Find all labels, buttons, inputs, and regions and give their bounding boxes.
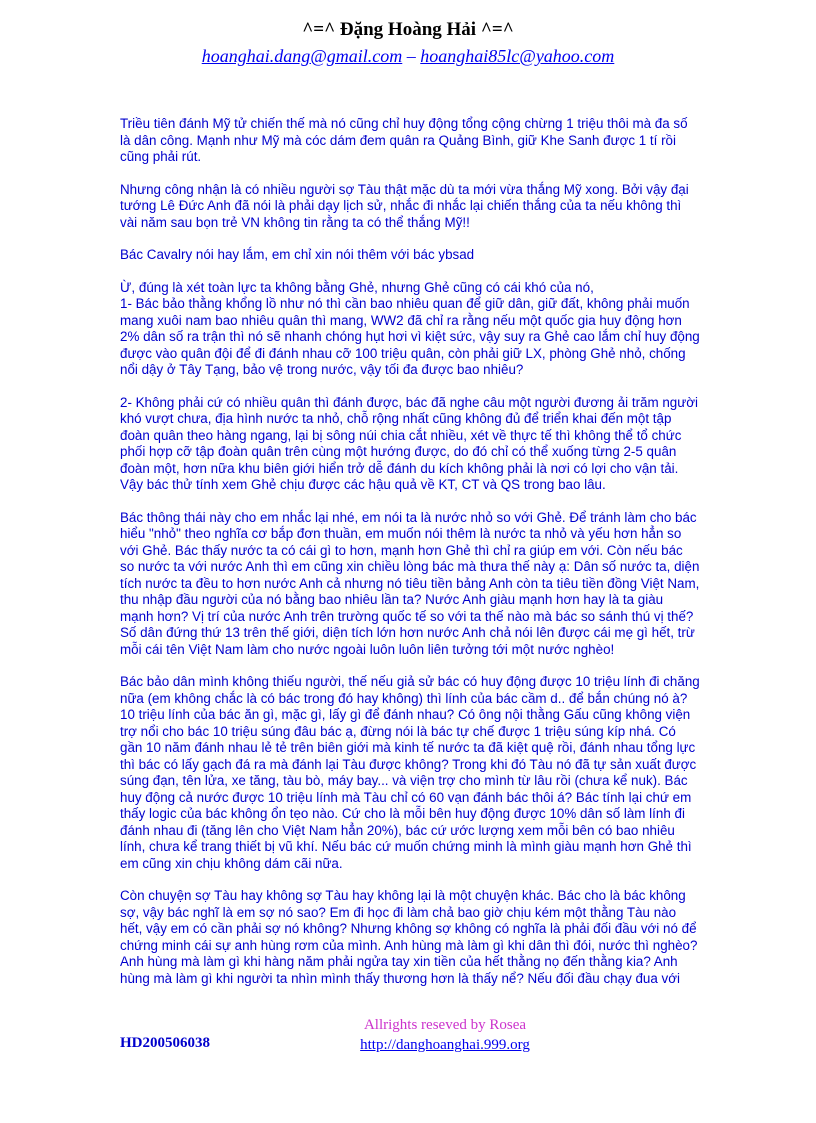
document-id: HD200506038 <box>120 1035 210 1051</box>
paragraph-8: Còn chuyện sợ Tàu hay không sợ Tàu hay không lại là một chuyện khác. Bác cho là bác không sợ, vậy bác nghĩ là em sợ nó sao? Em đi học đi làm chả bao giờ chịu kém một thằng Tàu nào hết, vậy em có cần phải sợ nó không? Nhưng không sợ không có nghĩa là phải đối đầu với nó để chứng minh cái sự anh hùng rơm của mình. Anh hùng mà làm gì khi dân thì đói, nước thì nghèo? Anh hùng mà làm gì khi hàng năm phải ngửa tay xin tiền của hết thằng nọ đến thằng kia? Anh hùng mà làm gì khi người ta nhìn mình thấy thương hơn là thấy nể? Nếu đối đầu chạy đua với <box>120 888 698 986</box>
email-separator: – <box>402 46 421 66</box>
paragraph-3: Bác Cavalry nói hay lắm, em chỉ xin nói thêm với bác ybsad <box>120 247 475 262</box>
paragraph-7: Bác bảo dân mình không thiếu người, thế nếu giả sử bác có huy động được 10 triệu lính đi chăng nữa (em không chắc là có bác trong đó hay không) thì lính của bác cầm d.. để bắn chúng nó à? 10 triệu lính của bác ăn gì, mặc gì, lấy gì để đánh nhau? Có ông nội thằng Gấu cũng không viện trợ nổi cho bác 10 triệu súng đâu bác ạ, đừng nói là bác tự chế được 1 triệu súng kíp nhá. Có gần 10 năm đánh nhau lẻ tẻ trên biên giới mà kinh tế nước ta đã kiệt quệ rồi, đánh nhau tổng lực thì bác có lấy gạch đá ra mà đánh lại Tàu được không? Trong khi đó Tàu nó đã tự sản xuất được súng đạn, tên lửa, xe tăng, tàu bò, máy bay... và viện trợ cho mình từ lâu rồi (chưa kể nuk). Bác huy động cả nước được 10 triệu lính mà Tàu chỉ có 60 vạn đánh bác thôi á? Bác tính lại chứ em thấy logic của bác không ổn tẹo nào. Cứ cho là mỗi bên huy động được 10% dân số làm lính đi đánh nhau đi (tăng lên cho Việt Nam hẳn 20%), bác cứ ước lượng xem mỗi bên có bao nhiêu lính, chưa kể trang thiết bị vũ khí. Nếu bác cứ muốn chứng minh là mình giàu mạnh hơn Ghẻ thì em cũng xin chịu không dám cãi nữa. <box>120 674 700 871</box>
email-link-yahoo[interactable]: hoanghai85lc@yahoo.com <box>420 46 615 66</box>
document-header <box>0 18 816 68</box>
paragraph-4: Ừ, đúng là xét toàn lực ta không bằng Ghẻ, nhưng Ghẻ cũng có cái khó của nó, 1- Bác bảo thằng khổng lồ như nó thì cần bao nhiêu quan để giữ dân, giữ đất, không phải muốn mang xuôi nam bao nhiêu quân thì mang, WW2 đã chỉ ra rằng nếu một quốc gia huy động hơn 2% dân số ra trận thì nó sẽ nhanh chóng hụt hơi vì kiệt sức, vậy suy ra Ghẻ cao lắm chỉ huy động được vào quân đội để đi đánh nhau cỡ 100 triệu quân, còn phải giữ LX, phòng Ghẻ nhỏ, chống nổi dậy ở Tây Tạng, bảo vệ trong nước, vậy tối đa được bao nhiêu? <box>120 279 700 377</box>
paragraph-1: Triều tiên đánh Mỹ tử chiến thế mà nó cũng chỉ huy động tổng cộng chừng 1 triệu thôi mà đa số là dân công. Mạnh như Mỹ mà cóc dám đem quân ra Quảng Bình, giữ Khe Sanh được 1 tí rồi cũng phải rút. <box>120 116 688 164</box>
document-body <box>120 116 700 1003</box>
copyright-notice: Allrights reseved by Rosea <box>363 1017 527 1033</box>
author-emails <box>0 44 816 68</box>
email-link-gmail[interactable]: hoanghai.dang@gmail.com <box>201 46 403 66</box>
author-title: ^=^ Đặng Hoàng Hải ^=^ <box>302 19 514 40</box>
website-link[interactable]: http://danghoanghai.999.org <box>360 1037 530 1053</box>
footer-credits <box>300 1015 590 1055</box>
paragraph-2: Nhưng công nhận là có nhiều người sợ Tàu thật mặc dù ta mới vừa thắng Mỹ xong. Bởi vậy đại tướng Lê Đức Anh đã nói là phải dạy lịch sử, nhắc đi nhắc lại chiến thắng của ta nếu không thì vài năm sau bọn trẻ VN không tin rằng ta có thể thắng Mỹ!! <box>120 181 689 230</box>
paragraph-6: Bác thông thái này cho em nhắc lại nhé, em nói ta là nước nhỏ so với Ghẻ. Để tránh làm cho bác hiểu "nhỏ" theo nghĩa cơ bắp đơn thuần, em muốn nói thêm là nước ta nhỏ và yếu hơn hẳn so với Ghẻ. Bác thấy nước ta có cái gì to hơn, mạnh hơn Ghẻ thì chỉ ra giúp em với. Còn nếu bác so nước ta với nước Anh thì em cũng xin chiều lòng bác mà thưa thế này ạ: Dân số nước ta, diện tích nước ta đều to hơn nước Anh cả nhưng nó tiêu tiền bảng Anh còn ta tiêu tiền đồng Việt Nam, thu nhập đầu người của nó bằng bao nhiêu lần ta? Nước Anh giàu mạnh hơn hay là ta giàu mạnh hơn? Vị trí của nước Anh trên trường quốc tế so với ta thế nào mà bác so sánh thú vị thế? Số dân đứng thứ 13 trên thế giới, diện tích lớn hơn nước Anh chả nói lên được cái mẹ gì hết, trừ mỗi cái tên Việt Nam làm cho nước ngoài luôn luôn liên tưởng tới một nước nghèo! <box>120 509 700 657</box>
paragraph-5: 2- Không phải cứ có nhiều quân thì đánh được, bác đã nghe câu một người đương ải trăm người khó vượt chưa, địa hình nước ta nhỏ, chỗ rộng nhất cũng không đủ để triển khai đến một tập đoàn quân theo hàng ngang, lại bị sông núi chia cắt nhiều, xét về thực tế thì không thể tổ chức phối hợp cỡ tập đoàn quân trên cùng một hướng được, do đó chỉ có thể xuống từng 2-5 quân đoàn một, hơn nữa khu biên giới hiển trở dễ đánh du kích không phải là nơi có lợi cho vận tải. Vậy bác thử tính xem Ghẻ chịu được các hậu quả về KT, CT và QS trong bao lâu. <box>120 394 698 492</box>
